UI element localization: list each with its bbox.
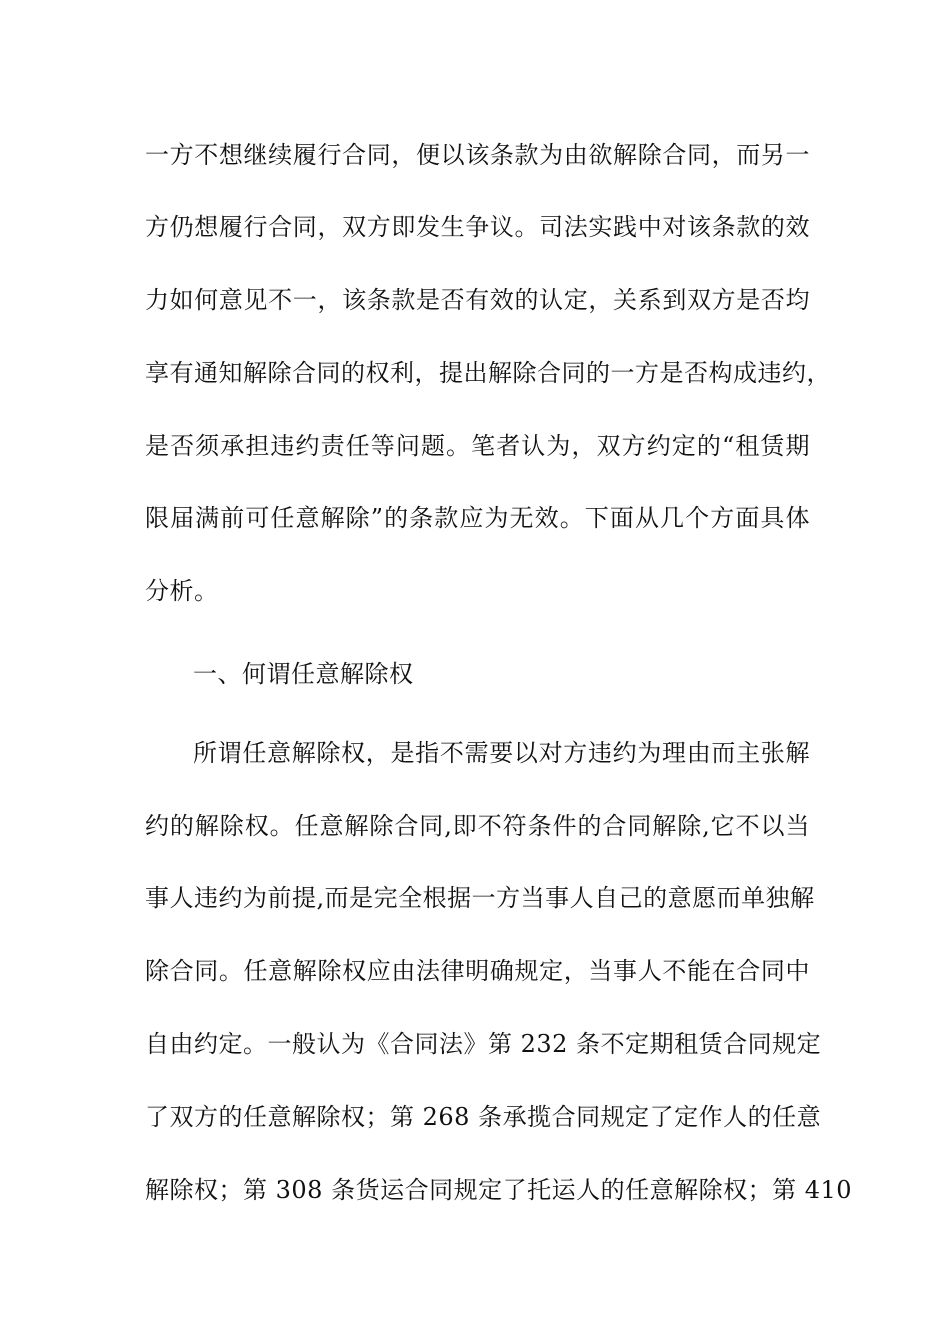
paragraph-line: 限届满前可任意解除”的条款应为无效。下面从几个方面具体: [145, 504, 810, 532]
paragraph-line: 事人违约为前提,而是完全根据一方当事人自己的意愿而单独解: [145, 884, 815, 912]
paragraph-line: 一方不想继续履行合同，便以该条款为由欲解除合同，而另一: [145, 141, 810, 169]
section-heading: 一、何谓任意解除权: [193, 660, 414, 688]
paragraph-line: 分析。: [145, 577, 219, 605]
paragraph-line: 自由约定。一般认为《合同法》第 232 条不定期租赁合同规定: [145, 1030, 822, 1058]
paragraph-line: 了双方的任意解除权；第 268 条承揽合同规定了定作人的任意: [145, 1103, 822, 1131]
paragraph-line: 约的解除权。任意解除合同,即不符条件的合同解除,它不以当: [145, 812, 810, 840]
paragraph-line: 享有通知解除合同的权利，提出解除合同的一方是否构成违约，: [145, 359, 831, 387]
paragraph-line: 力如何意见不一，该条款是否有效的认定，关系到双方是否均: [145, 286, 810, 314]
paragraph-line: 方仍想履行合同，双方即发生争议。司法实践中对该条款的效: [145, 213, 810, 241]
paragraph-line: 是否须承担违约责任等问题。笔者认为，双方约定的“租赁期: [145, 432, 810, 460]
paragraph-line: 除合同。任意解除权应由法律明确规定，当事人不能在合同中: [145, 957, 810, 985]
paragraph-line: 所谓任意解除权，是指不需要以对方违约为理由而主张解: [193, 739, 810, 767]
paragraph-line: 解除权；第 308 条货运合同规定了托运人的任意解除权；第 410: [145, 1176, 853, 1204]
